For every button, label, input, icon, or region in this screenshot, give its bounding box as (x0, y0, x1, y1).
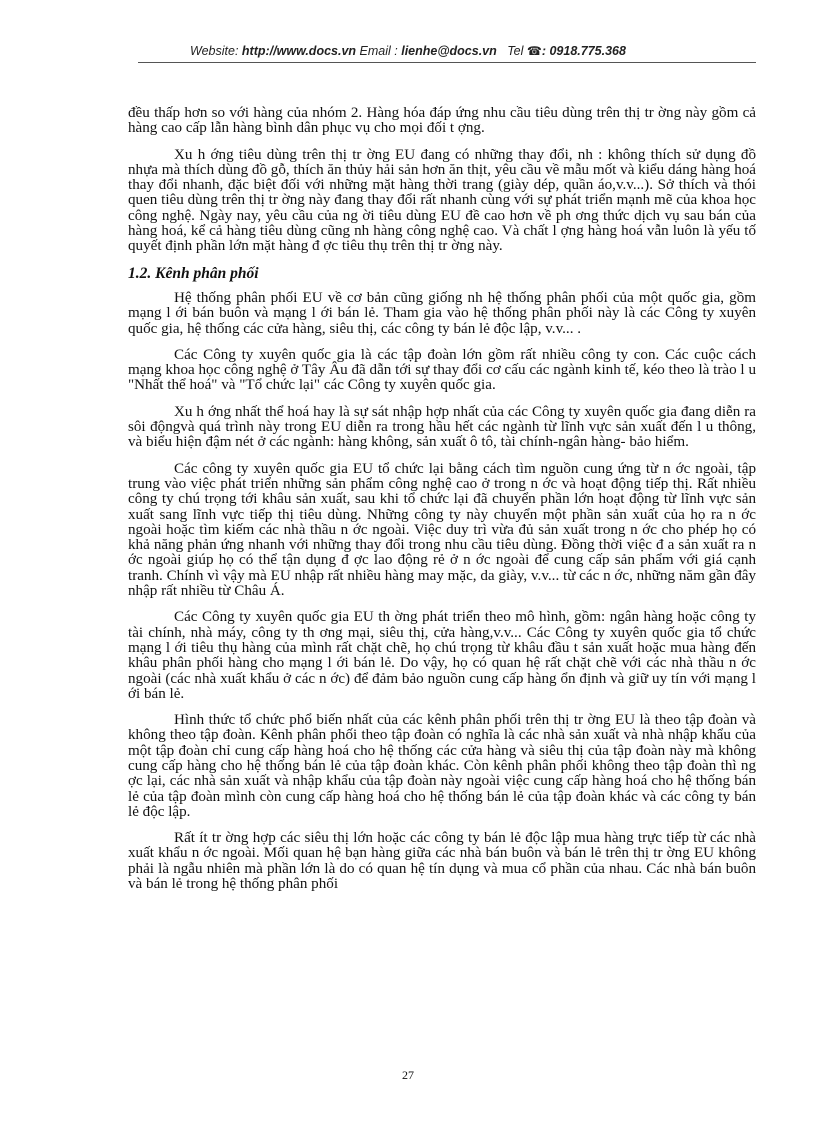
page-number: 27 (402, 1068, 414, 1082)
paragraph: Xu h ớng nhất thể hoá hay là sự sát nhập hợp nhất của các Công ty xuyên quốc gia đang diễn ra sôi độngvà quá trình này trong EU diễn ra trong hầu hết các ngành từ lĩnh vực sản xuất đến l u thông, và biểu hiện đậm nét ở các ngành: hàng không, sản xuất ô tô, tài chính-ngân hàng- bảo hiểm. (128, 403, 756, 451)
header-divider (138, 62, 756, 63)
tel-label: Tel (507, 44, 524, 58)
paragraph: Hệ thống phân phối EU về cơ bản cũng giống nh hệ thống phân phối của một quốc gia, gồm mạng l ới bán buôn và mạng l ới bán lẻ. Tham gia vào hệ thống phân phối này là các Công ty xuyên quốc gia, hệ thống các cửa hàng, siêu thị, các công ty bán lẻ độc lập, v.v... . (128, 289, 756, 337)
paragraph: Các Công ty xuyên quốc gia là các tập đoàn lớn gồm rất nhiều công ty con. Các cuộc cách mạng khoa học công nghệ ở Tây Âu đã dẫn tới sự thay đổi cơ cấu các ngành kinh tế, kéo theo là trào l u "Nhất thể hoá" và "Tổ chức lại" các Công ty xuyên quốc gia. (128, 346, 756, 394)
paragraph: Các Công ty xuyên quốc gia EU th ờng phát triển theo mô hình, gồm: ngân hàng hoặc công ty tài chính, nhà máy, công ty th ơng mại, siêu thị, cửa hàng,v.v... Các Công ty xuyên quốc gia tổ chức mạng l ới tiêu thụ hàng của mình rất chặt chẽ, họ chú trọng từ khâu đầu t sản xuất hoặc mua hàng đến khâu phân phối hàng cho mạng l ới bán lẻ. Do vậy, họ có quan hệ rất chặt chẽ với các nhà thầu n ớc ngoài (các nhà xuất khẩu ở các n ớc) để đảm bảo nguồn cung cấp hàng ổn định và giữ uy tín với mạng l ới bán lẻ. (128, 609, 756, 702)
page-body (128, 106, 756, 903)
paragraph: Các công ty xuyên quốc gia EU tổ chức lại bằng cách tìm nguồn cung ứng từ n ớc ngoài, tập trung vào việc phát triển những sản phẩm công nghệ cao ở trong n ớc và hoạt động tiếp thị. Rất nhiều công ty chú trọng tới khâu sản xuất, sau khi tổ chức lại đã chuyển phần lớn hoạt động từ lĩnh vực sản xuất sang lĩnh vực tiếp thị tiêu dùng. Những công ty này chuyển một phần sản xuất của họ ra n ớc ngoài hoặc tìm kiếm các nhà thầu n ớc ngoài. Việc duy trì vừa đủ sản xuất trong n ớc cho phép họ có khả năng phản ứng nhanh với những thay đổi trong nhu cầu tiêu dùng. Đồng thời việc đ a sản xuất ra n ớc ngoài giúp họ có thể tận dụng đ ợc lao động rẻ ở n ớc ngoài để cung cấp sản phẩm với giá cạnh tranh. Chính vì vậy mà EU nhập rất nhiều hàng may mặc, da giày, v.v... từ các n ớc, những năm gần đây nhập rất nhiều từ Châu Á. (128, 460, 756, 600)
website-label: Website: (190, 44, 239, 58)
telephone-icon: ☎ (526, 44, 542, 58)
email-link[interactable]: lienhe@docs.vn (401, 44, 497, 58)
phone-number: : 0918.775.368 (541, 44, 626, 58)
paragraph: Xu h ớng tiêu dùng trên thị tr ờng EU đang có những thay đổi, nh : không thích sử dụng đồ nhựa mà thích dùng đồ gỗ, thích ăn thủy hải sản hơn ăn thịt, yêu cầu về mẫu mốt và kiểu dáng hàng hoá thay đổi nhanh, đặc biệt đối với những mặt hàng thời trang (giày dép, quần áo,v.v...). Sở thích và thói quen tiêu dùng trên thị tr ờng này đang thay đổi rất nhanh cùng với sự phát triển mạnh mẽ của khoa học công nghệ. Ngày nay, yêu cầu của ng ời tiêu dùng EU đề cao hơn về ph ơng thức dịch vụ sau bán của hàng hoá, kể cả hàng tiêu dùng cũng nh hàng công nghệ cao. Và chất l ợng hàng hoá vẫn luôn là yếu tố quyết định phần lớn mặt hàng đ ợc tiêu thụ trên thị tr ờng này. (128, 146, 756, 255)
website-link[interactable]: http://www.docs.vn (241, 44, 357, 58)
paragraph: Hình thức tổ chức phổ biến nhất của các kênh phân phối trên thị tr ờng EU là theo tập đoàn và không theo tập đoàn. Kênh phân phối theo tập đoàn có nghĩa là các nhà sản xuất và nhà nhập khẩu của một tập đoàn chỉ cung cấp hàng hoá cho hệ thống các cửa hàng và siêu thị của tập đoàn này mà không cung cấp hàng cho hệ thống bán lẻ của tập đoàn khác. Còn kênh phân phối không theo tập đoàn thì ng ợc lại, các nhà sản xuất và nhập khẩu của tập đoàn này ngoài việc cung cấp hàng hoá cho hệ thống bán lẻ của tập đoàn mình còn cung cấp hàng hoá cho hệ thống bán lẻ của tập đoàn khác và các công ty bán lẻ độc lập. (128, 712, 756, 820)
page-header (0, 44, 816, 58)
paragraph: đều thấp hơn so với hàng của nhóm 2. Hàng hóa đáp ứng nhu cầu tiêu dùng trên thị tr ờng này gồm cả hàng cao cấp lẫn hàng bình dân phục vụ cho mọi đối t ợng. (128, 105, 756, 137)
paragraph: Rất ít tr ờng hợp các siêu thị lớn hoặc các công ty bán lẻ độc lập mua hàng trực tiếp từ các nhà xuất khẩu n ớc ngoài. Mối quan hệ bạn hàng giữa các nhà bán buôn và bán lẻ trên thị tr ờng EU không phải là ngẫu nhiên mà phần lớn là do có quan hệ tín dụng và mua cổ phần của nhau. Các nhà bán buôn và bán lẻ trong hệ thống phân phối (128, 830, 756, 893)
email-label: Email : (359, 44, 398, 58)
section-heading: 1.2. Kênh phân phối (128, 264, 259, 282)
